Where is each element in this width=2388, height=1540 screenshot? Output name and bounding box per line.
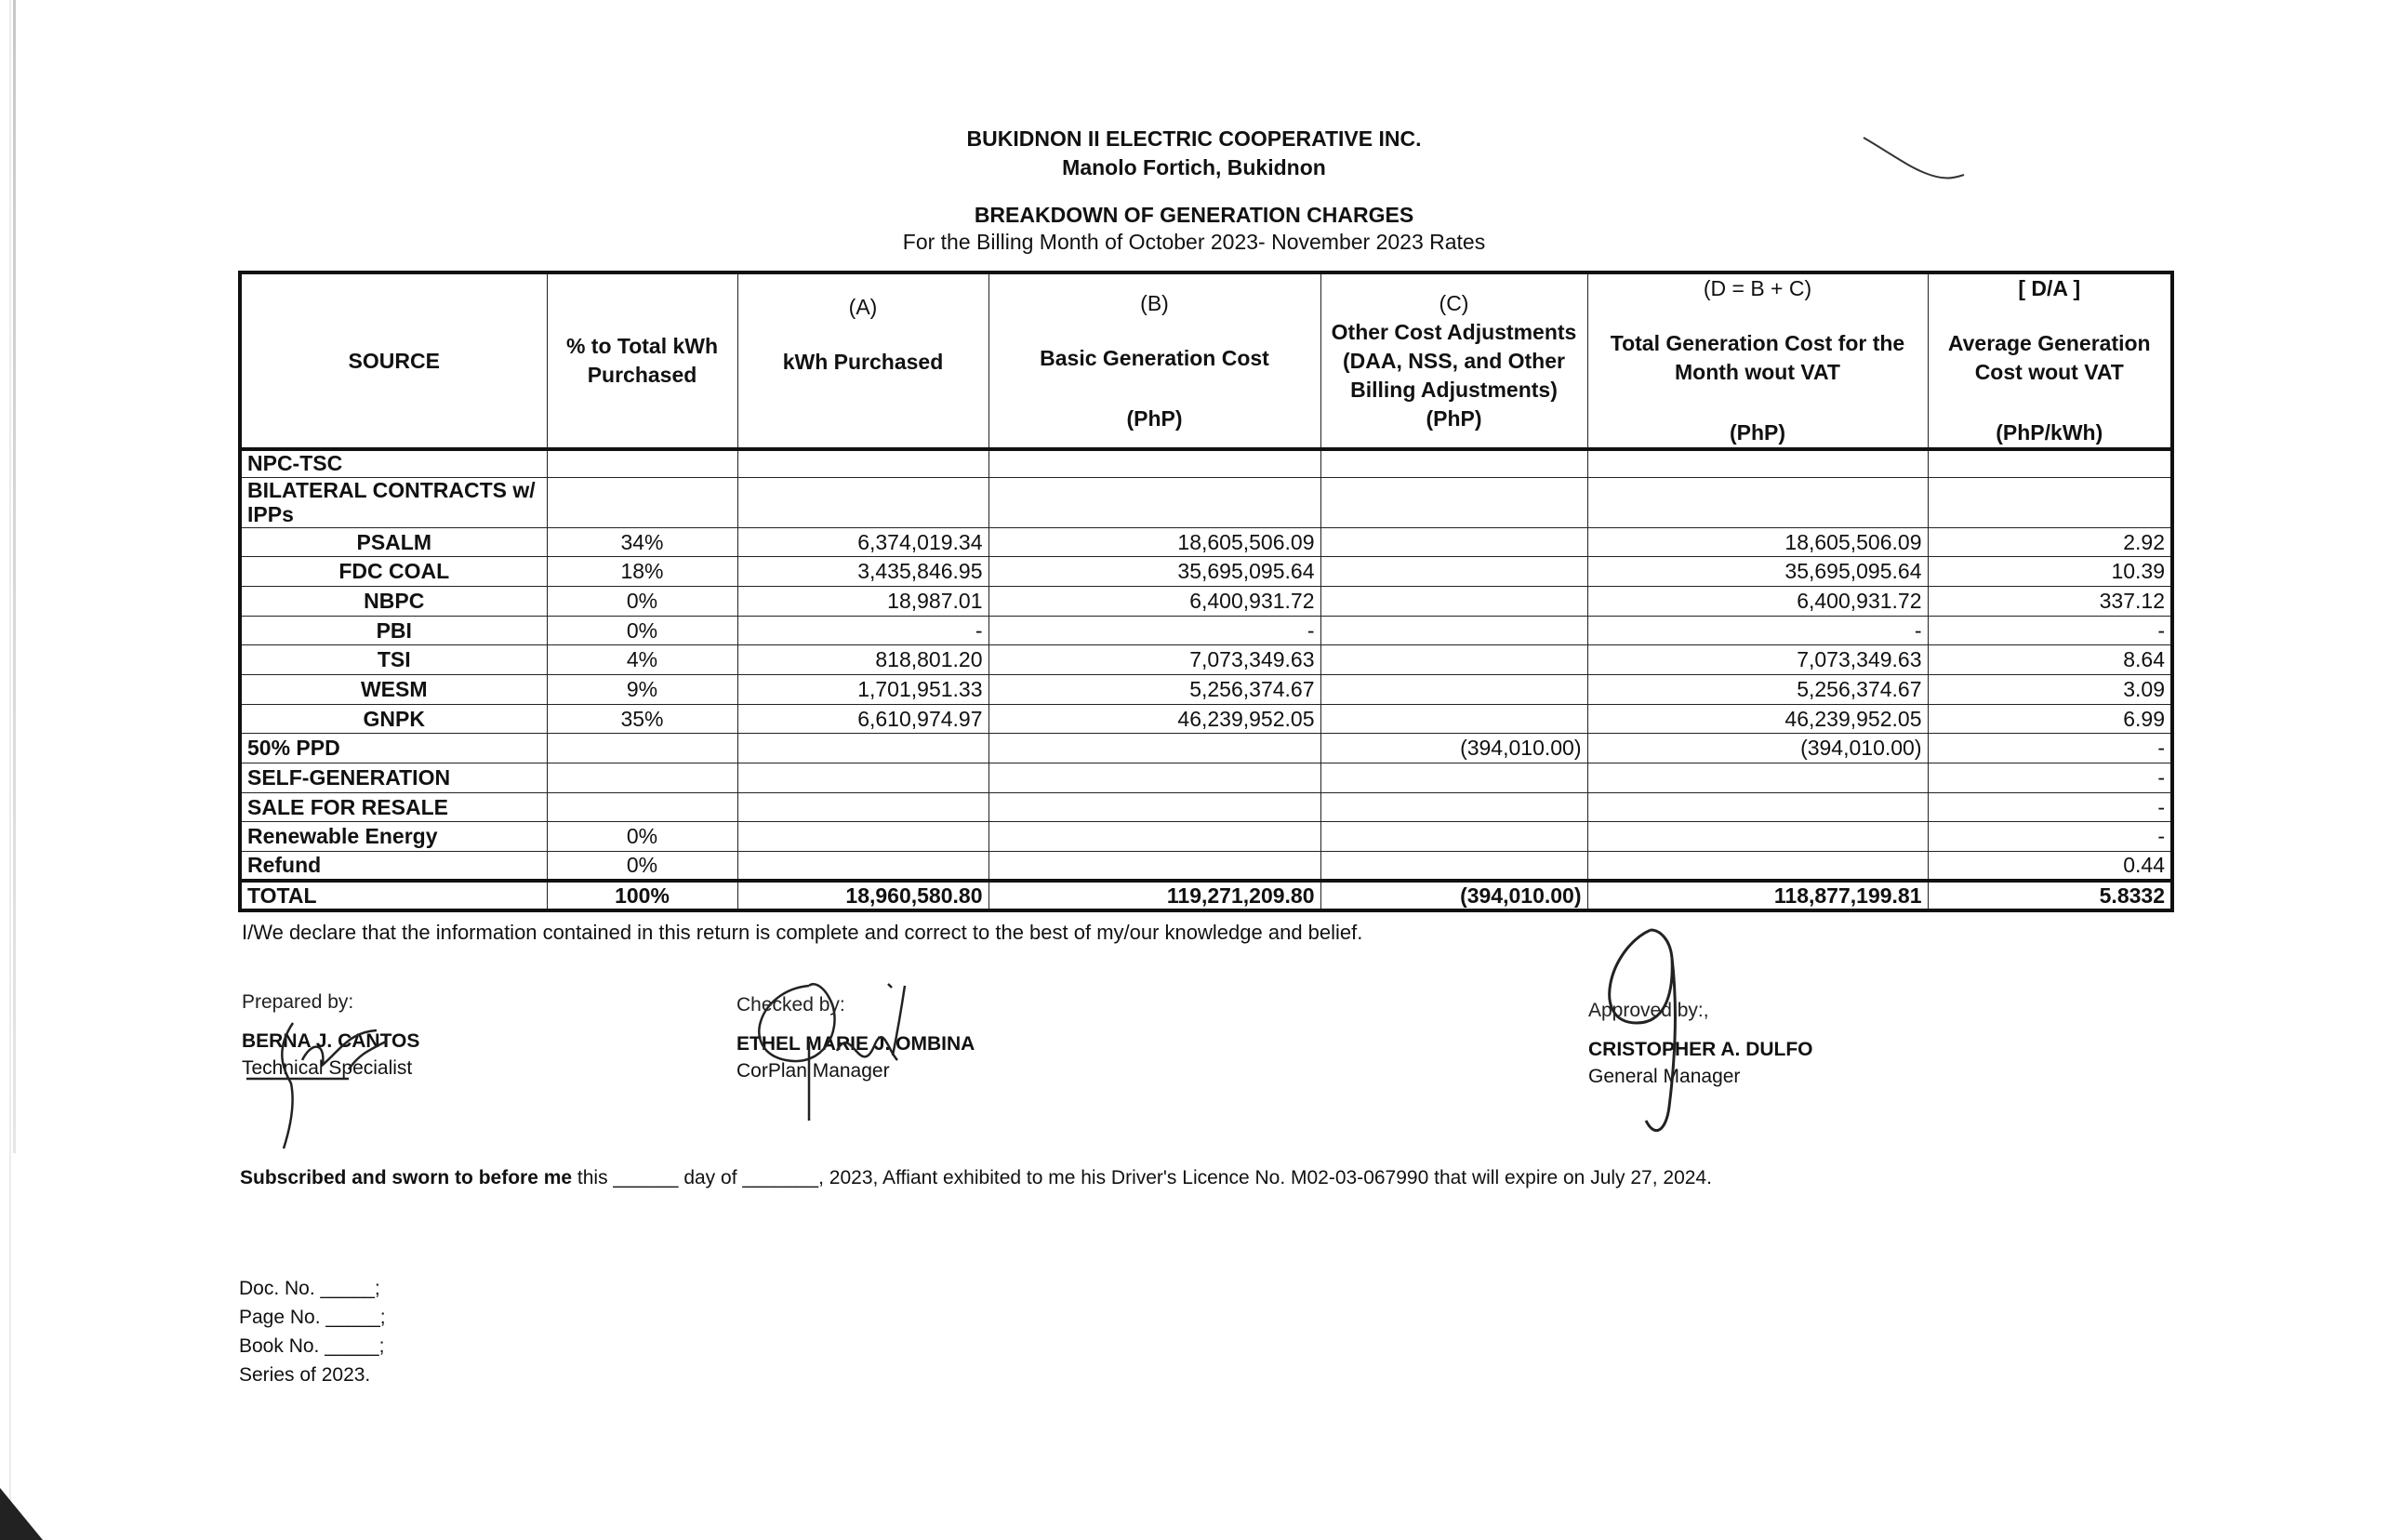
report-title: BREAKDOWN OF GENERATION CHARGES — [974, 203, 1414, 227]
cell-kwh: - — [737, 616, 988, 645]
cell-source: TSI — [240, 645, 547, 675]
cell-basic — [988, 477, 1320, 527]
cell-kwh — [737, 734, 988, 763]
cell-other — [1320, 587, 1587, 617]
total-cell-kwh: 18,960,580.80 — [737, 881, 988, 910]
total-cell-source: TOTAL — [240, 881, 547, 910]
cell-total — [1587, 449, 1928, 477]
cell-source: Refund — [240, 851, 547, 881]
cell-other — [1320, 763, 1587, 793]
org-name: BUKIDNON II ELECTRIC COOPERATIVE INC. — [966, 126, 1422, 151]
cell-avg: 0.44 — [1928, 851, 2172, 881]
cell-source: BILATERAL CONTRACTS w/ IPPs — [240, 477, 547, 527]
cell-total — [1587, 792, 1928, 822]
table-row — [240, 477, 2172, 527]
cell-pct: 0% — [547, 851, 737, 881]
cell-total: 18,605,506.09 — [1587, 527, 1928, 557]
col-letter-b: (B) — [1140, 290, 1169, 315]
signature-approved — [1581, 921, 1730, 1144]
table-row — [240, 527, 2172, 557]
cell-basic: 6,400,931.72 — [988, 587, 1320, 617]
col-header-avg — [1928, 272, 2172, 449]
billing-period: For the Billing Month of October 2023- November 2023 Rates — [902, 230, 1486, 254]
cell-total: - — [1587, 616, 1928, 645]
cell-total: (394,010.00) — [1587, 734, 1928, 763]
col-unit-basic: (PhP) — [1126, 405, 1183, 431]
cell-total: 35,695,095.64 — [1587, 557, 1928, 587]
cell-basic — [988, 792, 1320, 822]
col-letter-da: [ D/A ] — [2018, 276, 2081, 300]
cell-avg: - — [1928, 763, 2172, 793]
cell-source: SALE FOR RESALE — [240, 792, 547, 822]
col-label-avg: Average Generation Cost wout VAT — [1947, 331, 2151, 384]
total-cell-basic: 119,271,209.80 — [988, 881, 1320, 910]
series-year: Series of 2023. — [239, 1364, 371, 1386]
cell-avg: 3.09 — [1928, 675, 2172, 705]
cell-kwh — [737, 822, 988, 852]
cell-total: 46,239,952.05 — [1587, 704, 1928, 734]
cell-pct: 34% — [547, 527, 737, 557]
cell-avg: - — [1928, 734, 2172, 763]
cell-avg: 8.64 — [1928, 645, 2172, 675]
table-row — [240, 734, 2172, 763]
cell-source: Renewable Energy — [240, 822, 547, 852]
cell-source: 50% PPD — [240, 734, 547, 763]
table-row — [240, 587, 2172, 617]
col-label-other: Other Cost Adjustments (DAA, NSS, and Other Billing Adjustments) — [1331, 319, 1577, 402]
cell-basic: 35,695,095.64 — [988, 557, 1320, 587]
cell-pct: 35% — [547, 704, 737, 734]
cell-source: FDC COAL — [240, 557, 547, 587]
col-label-basic: Basic Generation Cost — [1040, 345, 1269, 370]
page-no: Page No. _____; — [239, 1307, 386, 1328]
cell-pct — [547, 449, 737, 477]
col-letter-c: (C) — [1439, 290, 1469, 315]
cell-pct — [547, 763, 737, 793]
col-header-pct: % to Total kWh Purchased — [547, 272, 737, 449]
cell-source: NBPC — [240, 587, 547, 617]
col-letter-a: (A) — [848, 295, 878, 319]
declaration-text: I/We declare that the information contained in this return is complete and correct to the best of my/our knowledge and belief. — [242, 921, 1363, 944]
oath-body: this ______ day of _______, 2023, Affiant exhibited to me his Driver's Licence No. M02-03-067990 that will expire on July 27, 2024. — [572, 1167, 1712, 1188]
col-label-kwh: kWh Purchased — [782, 350, 944, 374]
org-location: Manolo Fortich, Bukidnon — [1062, 155, 1326, 179]
cell-other — [1320, 792, 1587, 822]
table-header-row — [240, 272, 2172, 449]
cell-kwh: 6,374,019.34 — [737, 527, 988, 557]
approved-label: Approved by:, — [1588, 1000, 1709, 1021]
table-row — [240, 616, 2172, 645]
cell-other — [1320, 822, 1587, 852]
checked-title: CorPlan Manager — [736, 1060, 890, 1082]
cell-kwh: 6,610,974.97 — [737, 704, 988, 734]
col-header-basic — [988, 272, 1320, 449]
total-cell-total: 118,877,199.81 — [1587, 881, 1928, 910]
book-no: Book No. _____; — [239, 1335, 385, 1357]
cell-kwh: 18,987.01 — [737, 587, 988, 617]
table-row — [240, 449, 2172, 477]
table-row — [240, 822, 2172, 852]
cell-other — [1320, 449, 1587, 477]
cell-source: PSALM — [240, 527, 547, 557]
cell-other — [1320, 851, 1587, 881]
cell-source: WESM — [240, 675, 547, 705]
cell-total — [1587, 477, 1928, 527]
col-header-kwh — [737, 272, 988, 449]
cell-other: (394,010.00) — [1320, 734, 1587, 763]
cell-avg: - — [1928, 616, 2172, 645]
cell-source: PBI — [240, 616, 547, 645]
cell-pct: 0% — [547, 822, 737, 852]
cell-kwh — [737, 449, 988, 477]
table-row — [240, 557, 2172, 587]
cell-basic: - — [988, 616, 1320, 645]
cell-source: SELF-GENERATION — [240, 763, 547, 793]
total-cell-other: (394,010.00) — [1320, 881, 1587, 910]
cell-kwh — [737, 763, 988, 793]
cell-total: 6,400,931.72 — [1587, 587, 1928, 617]
table-total-row — [240, 881, 2172, 910]
cell-total: 5,256,374.67 — [1587, 675, 1928, 705]
prepared-label: Prepared by: — [242, 991, 354, 1013]
cell-avg: - — [1928, 792, 2172, 822]
scan-corner-mark — [0, 1488, 43, 1540]
oath-statement — [240, 1167, 1712, 1189]
col-header-total — [1587, 272, 1928, 449]
approved-title: General Manager — [1588, 1066, 1741, 1087]
generation-charges-table — [238, 271, 2174, 912]
cell-pct — [547, 477, 737, 527]
table-row — [240, 675, 2172, 705]
cell-kwh: 818,801.20 — [737, 645, 988, 675]
cell-other — [1320, 675, 1587, 705]
oath-lead: Subscribed and sworn to before me — [240, 1167, 573, 1188]
cell-avg: 337.12 — [1928, 587, 2172, 617]
cell-pct: 0% — [547, 587, 737, 617]
table-row — [240, 645, 2172, 675]
cell-avg: 6.99 — [1928, 704, 2172, 734]
cell-total — [1587, 851, 1928, 881]
cell-pct — [547, 734, 737, 763]
total-cell-pct: 100% — [547, 881, 737, 910]
cell-pct: 4% — [547, 645, 737, 675]
table-row — [240, 763, 2172, 793]
cell-basic: 7,073,349.63 — [988, 645, 1320, 675]
cell-other — [1320, 645, 1587, 675]
col-header-other — [1320, 272, 1587, 449]
cell-basic — [988, 734, 1320, 763]
total-cell-avg: 5.8332 — [1928, 881, 2172, 910]
cell-other — [1320, 704, 1587, 734]
cell-total — [1587, 822, 1928, 852]
cell-other — [1320, 557, 1587, 587]
col-label-total: Total Generation Cost for the Month wout VAT — [1610, 331, 1905, 384]
cell-source: GNPK — [240, 704, 547, 734]
col-unit-total: (PhP) — [1729, 420, 1786, 445]
cell-avg — [1928, 449, 2172, 477]
cell-avg: 10.39 — [1928, 557, 2172, 587]
notarial-details — [239, 1274, 386, 1389]
cell-pct: 18% — [547, 557, 737, 587]
cell-kwh: 1,701,951.33 — [737, 675, 988, 705]
checked-name: ETHEL MARIE J. OMBINA — [736, 1033, 975, 1055]
cell-source: NPC-TSC — [240, 449, 547, 477]
cell-kwh: 3,435,846.95 — [737, 557, 988, 587]
cell-kwh — [737, 792, 988, 822]
doc-no: Doc. No. _____; — [239, 1278, 380, 1299]
signature-prepared — [237, 1014, 405, 1153]
table-row — [240, 704, 2172, 734]
cell-basic: 5,256,374.67 — [988, 675, 1320, 705]
prepared-title: Technical Specialist — [242, 1057, 413, 1079]
cell-total: 7,073,349.63 — [1587, 645, 1928, 675]
cell-basic: 18,605,506.09 — [988, 527, 1320, 557]
table-row — [240, 792, 2172, 822]
checked-label: Checked by: — [736, 994, 845, 1016]
cell-basic — [988, 851, 1320, 881]
cell-pct — [547, 792, 737, 822]
cell-kwh — [737, 851, 988, 881]
cell-total — [1587, 763, 1928, 793]
cell-other — [1320, 527, 1587, 557]
cell-basic — [988, 763, 1320, 793]
cell-other — [1320, 477, 1587, 527]
cell-basic — [988, 449, 1320, 477]
col-unit-avg: (PhP/kWh) — [1996, 420, 2103, 445]
col-letter-d: (D = B + C) — [1703, 276, 1812, 300]
table-row — [240, 851, 2172, 881]
cell-avg — [1928, 477, 2172, 527]
cell-basic — [988, 822, 1320, 852]
prepared-name: BERNA J. CANTOS — [242, 1030, 420, 1052]
cell-pct: 0% — [547, 616, 737, 645]
cell-basic: 46,239,952.05 — [988, 704, 1320, 734]
cell-other — [1320, 616, 1587, 645]
col-header-source: SOURCE — [240, 272, 547, 449]
cell-pct: 9% — [547, 675, 737, 705]
cell-avg: - — [1928, 822, 2172, 852]
cell-kwh — [737, 477, 988, 527]
table-body — [240, 449, 2172, 910]
col-unit-other: (PhP) — [1426, 405, 1482, 431]
approved-name: CRISTOPHER A. DULFO — [1588, 1039, 1813, 1060]
cell-avg: 2.92 — [1928, 527, 2172, 557]
signature-checked — [721, 967, 962, 1135]
